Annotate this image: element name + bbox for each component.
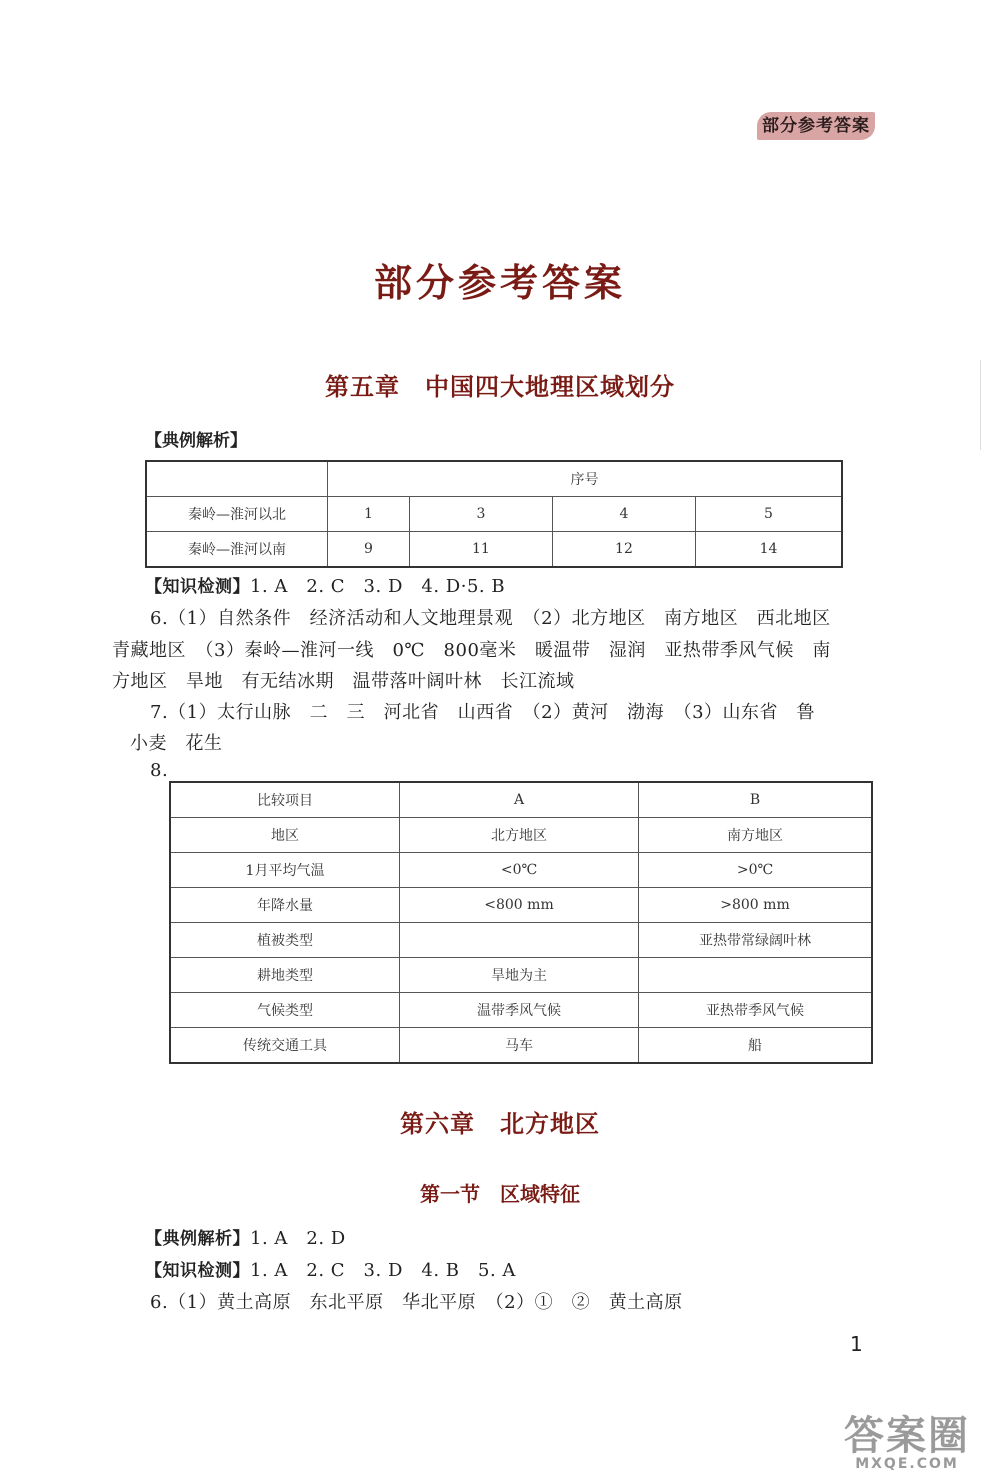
q7-line-1: 7.（1）太行山脉 二 三 河北省 山西省 （2）黄河 渤海 （3）山东省 鲁 (150, 702, 816, 723)
table-cell: >800 mm (639, 888, 873, 923)
table-row (170, 818, 872, 853)
table-cell: 9 (328, 532, 410, 568)
table-row (170, 923, 872, 958)
table-cell: 1 (328, 497, 410, 532)
header-tag: 部分参考答案 (757, 112, 875, 140)
table-cell: 马车 (400, 1028, 639, 1064)
table-row (170, 853, 872, 888)
table-header-cell: A (400, 782, 639, 818)
table-row (146, 532, 842, 568)
sequence-table (145, 460, 843, 568)
table-cell: 亚热带常绿阔叶林 (639, 923, 873, 958)
table-cell (639, 958, 873, 993)
table-cell: 11 (409, 532, 552, 568)
table-cell (400, 923, 639, 958)
table-cell: 5 (695, 497, 842, 532)
table-cell: 传统交通工具 (170, 1028, 400, 1064)
q6-line-3: 方地区 旱地 有无结冰期 温带落叶阔叶林 长江流域 (112, 671, 575, 692)
example-analysis-label: 【典例解析】 (145, 431, 247, 451)
knowledge-check-line (145, 572, 505, 598)
comparison-table (169, 781, 873, 1064)
table-row-label: 秦岭—淮河以南 (146, 532, 328, 568)
table-cell: 年降水量 (170, 888, 400, 923)
table-row-label: 秦岭—淮河以北 (146, 497, 328, 532)
page-title: 部分参考答案 (373, 261, 626, 305)
table-cell: 气候类型 (170, 993, 400, 1028)
table-row (146, 461, 842, 497)
table-header-cell: B (639, 782, 873, 818)
table-row (170, 782, 872, 818)
table-cell-empty (146, 461, 328, 497)
table-row (170, 1028, 872, 1064)
knowledge-check-label: 【知识检测】 (145, 577, 250, 597)
chapter-5-title: 第五章 中国四大地理区域划分 (325, 373, 675, 401)
table-header-cell: 序号 (328, 461, 843, 497)
q6-line-1: 6.（1）自然条件 经济活动和人文地理景观 （2）北方地区 南方地区 西北地区 (150, 608, 831, 629)
q7-line-2: 小麦 花生 (130, 733, 223, 754)
watermark-top: 答案圈 (844, 1413, 970, 1459)
table-cell: >0℃ (639, 853, 873, 888)
table-cell: <800 mm (400, 888, 639, 923)
table-cell: 12 (552, 532, 695, 568)
table-row (170, 888, 872, 923)
example-analysis-label: 【典例解析】 (145, 1229, 250, 1249)
q6-line-2: 青藏地区 （3）秦岭—淮河一线 0℃ 800毫米 暖温带 湿润 亚热带季风气候 南 (112, 640, 831, 661)
table-row (170, 958, 872, 993)
table-cell: 1月平均气温 (170, 853, 400, 888)
table-cell: 北方地区 (400, 818, 639, 853)
table-cell: 南方地区 (639, 818, 873, 853)
table-cell: 4 (552, 497, 695, 532)
table-cell: 耕地类型 (170, 958, 400, 993)
section-title: 第一节 区域特征 (420, 1182, 580, 1206)
table-cell: 地区 (170, 818, 400, 853)
ch6-knowledge-line (145, 1256, 516, 1282)
watermark-logo (822, 1413, 992, 1472)
table-cell: 亚热带季风气候 (639, 993, 873, 1028)
table-cell: 温带季风气候 (400, 993, 639, 1028)
knowledge-check-answers: 1. A 2. C 3. D 4. D·5. B (250, 576, 506, 597)
page-number: 1 (850, 1332, 863, 1356)
ch6-example-line (145, 1224, 346, 1250)
table-row (170, 993, 872, 1028)
q8-label: 8. (150, 760, 169, 781)
knowledge-check-answers: 1. A 2. C 3. D 4. B 5. A (250, 1260, 516, 1281)
table-row (146, 497, 842, 532)
table-cell: 植被类型 (170, 923, 400, 958)
ch6-q6-line: 6.（1）黄土高原 东北平原 华北平原 （2）① ② 黄土高原 (150, 1292, 683, 1313)
example-answers: 1. A 2. D (250, 1228, 346, 1249)
knowledge-check-label: 【知识检测】 (145, 1261, 250, 1281)
table-header-cell: 比较项目 (170, 782, 400, 818)
chapter-6-title: 第六章 北方地区 (400, 1110, 600, 1138)
table-cell: 旱地为主 (400, 958, 639, 993)
table-cell: 14 (695, 532, 842, 568)
table-cell: 3 (409, 497, 552, 532)
watermark-bottom: MXQE.COM (855, 1456, 959, 1472)
table-cell: 船 (639, 1028, 873, 1064)
table-cell: <0℃ (400, 853, 639, 888)
